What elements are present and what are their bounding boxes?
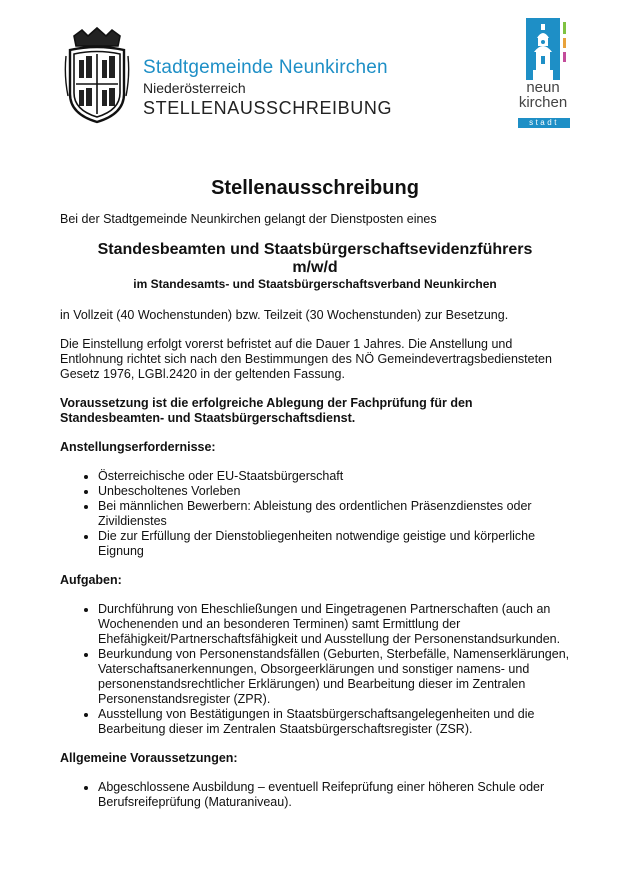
document-body <box>60 176 570 824</box>
list-item: • Die zur Erfüllung der Dienstobliegenheiten notwendige geistige und körperliche Eignung <box>98 529 570 559</box>
section-heading-allgemein: Allgemeine Voraussetzungen: <box>60 751 238 765</box>
logo-badge-stadt: stadt <box>518 118 570 128</box>
logo-word-neun: neun <box>526 79 560 96</box>
logo-word-kirchen: kirchen <box>518 94 568 111</box>
list-item: • Abgeschlossene Ausbildung – eventuell Reifeprüfung einer höheren Schule oder Berufsreifeprüfung (Maturaniveau). <box>98 780 570 810</box>
coat-of-arms-icon <box>64 26 130 124</box>
list-item: • Österreichische oder EU-Staatsbürgerschaft <box>98 469 570 484</box>
terms-text: Die Einstellung erfolgt vorerst befristet auf die Dauer 1 Jahres. Die Anstellung und Entlohnung richtet sich nach den Bestimmungen des NÖ Gemeindevertragsbediensteten Gesetz 1976, LGBl.2420 in der geltenden Fassung. <box>60 337 552 381</box>
city-logo-icon <box>512 18 574 132</box>
list-aufgaben <box>60 602 570 737</box>
city-logo-wordmark <box>512 80 574 110</box>
list-item: • Durchführung von Eheschließungen und Eingetragenen Partnerschaften (auch an Wochenenden und an besonderen Terminen) samt Ermittlung der Ehefähigkeit/Partnerschaftsfähigkeit und Ausstellung der Personenstandsurkunden. <box>98 602 570 647</box>
position-title: Standesbeamten und Staatsbürgerschaftsevidenzführers <box>97 241 533 258</box>
letterhead-text <box>143 57 392 119</box>
list-allgemein <box>60 780 570 810</box>
letterhead <box>0 0 630 140</box>
list-item: • Beurkundung von Personenstandsfällen (Geburten, Sterbefälle, Namenserklärungen, Vaterschaftsanerkennungen, Obsorgeerklärungen und sonstiger namens- und personenstandsrechtlicher Erklärungen) und Bearbeitung dieser im Zentralen Personenstandsregister (ZPR). <box>98 647 570 707</box>
region-name: Niederösterreich <box>143 80 246 96</box>
section-heading-aufgaben: Aufgaben: <box>60 573 122 587</box>
list-anstellung <box>60 469 570 559</box>
requirement-text: Voraussetzung ist die erfolgreiche Ablegung der Fachprüfung für den Standesbeamten- und Staatsbürgerschaftsdienst. <box>60 396 473 425</box>
intro-text: Bei der Stadtgemeinde Neunkirchen gelangt der Dienstposten eines <box>60 212 437 226</box>
list-item: • Ausstellung von Bestätigungen in Staatsbürgerschaftsangelegenheiten und die Bearbeitung dieser im Zentralen Staatsbürgerschaftsregister (ZSR). <box>98 707 570 737</box>
announcement-label: STELLENAUSSCHREIBUNG <box>143 98 393 118</box>
list-item: • Unbescholtenes Vorleben <box>98 484 570 499</box>
position-gender-note: m/w/d <box>292 259 338 276</box>
municipality-name: Stadtgemeinde Neunkirchen <box>143 57 388 78</box>
employment-text: in Vollzeit (40 Wochenstunden) bzw. Teilzeit (30 Wochenstunden) zur Besetzung. <box>60 308 509 322</box>
document-title: Stellenausschreibung <box>211 177 419 199</box>
position-subtitle: im Standesamts- und Staatsbürgerschaftsverband Neunkirchen <box>133 277 497 291</box>
list-item: • Bei männlichen Bewerbern: Ableistung des ordentlichen Präsenzdienstes oder Zivildienstes <box>98 499 570 529</box>
section-heading-anstellung: Anstellungserfordernisse: <box>60 440 216 454</box>
